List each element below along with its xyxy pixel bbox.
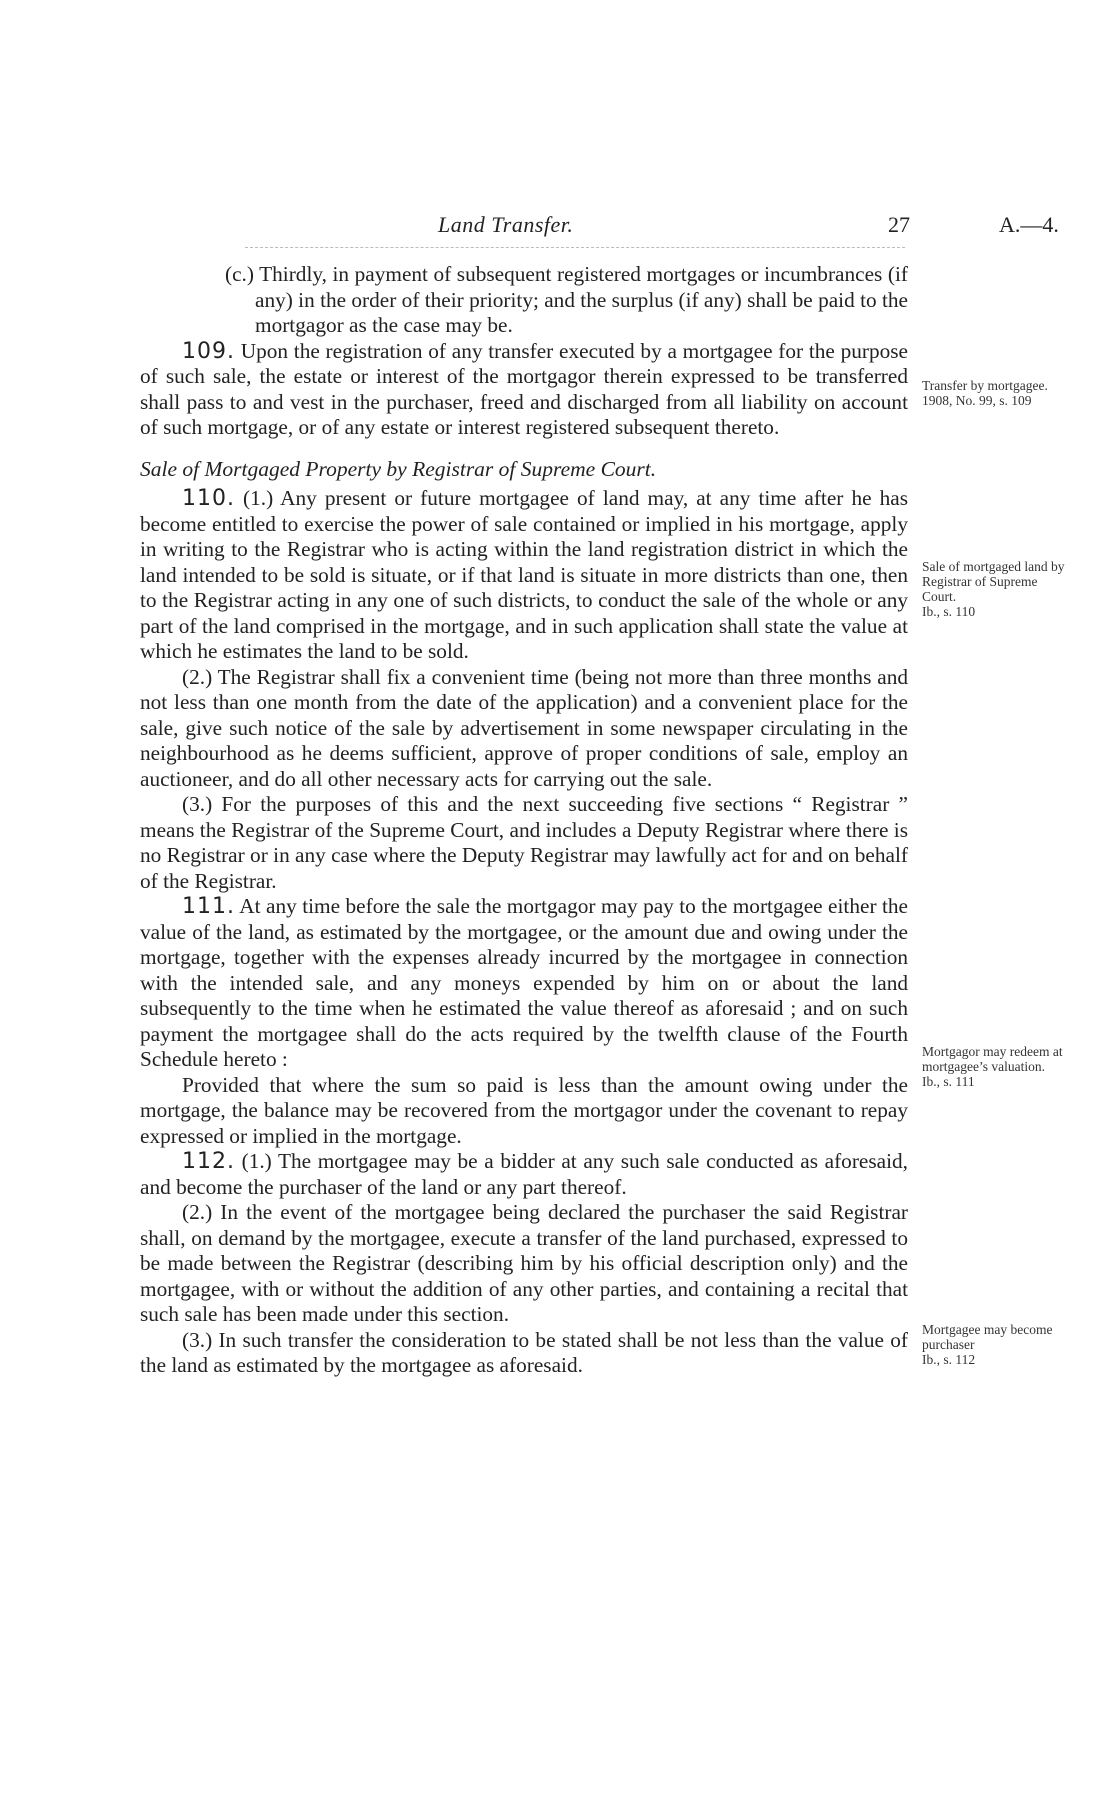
margin-note-ref: Ib., s. 111 bbox=[922, 1074, 975, 1089]
section-110-1 bbox=[140, 486, 908, 665]
section-110-2: (2.) The Registrar shall fix a convenient time (being not more than three months and not less than one month from the date of the application) and a convenient place for the sale, give such notice of the sale by advertisement in some newspaper circulating in the neighbourhood as he deems sufficient, approve of proper conditions of sale, employ an auctioneer, and do all other necessary acts for carrying out the sale. bbox=[140, 664, 908, 791]
document-reference: A.—4. bbox=[999, 212, 1059, 237]
body-text bbox=[140, 262, 908, 1379]
margin-note-title: Sale of mortgaged land by Registrar of Supreme Court. bbox=[922, 559, 1065, 604]
section-text: (1.) Any present or future mortgagee of land may, at any time after he has become entitled to exercise the power of sale contained or implied in his mortgage, apply in writing to the Registrar who is acting within the land registration district in which the land intended to be sold is situate, or if that land is situate in more districts than one, then to the Registrar acting in any one of such districts, to conduct the sale of the whole or any part of the land comprised in the mortgage, and in such application shall state the value at which he estimates the land to be sold. bbox=[140, 486, 908, 663]
section-heading: Sale of Mortgaged Property by Registrar of Supreme Court. bbox=[140, 456, 657, 481]
section-number: 110. bbox=[182, 486, 235, 511]
section-text: At any time before the sale the mortgagor may pay to the mortgagee either the value of the land, as estimated by the mortgagee, or the amount due and owing under the mortgage, together with the expenses already incurred by the mortgagee in connection with the intended sale, and any moneys expended by him on or about the land subsequently to the time when he estimated the value thereof as aforesaid ; and on such payment the mortgagee shall do the acts required by the twelfth clause of the Fourth Schedule hereto : bbox=[140, 894, 908, 1071]
margin-note-110 bbox=[922, 559, 1072, 619]
section-number: 109. bbox=[182, 338, 235, 364]
section-112-3: (3.) In such transfer the consideration to be stated shall be not less than the value of the land as estimated by the mortgagee as aforesaid. bbox=[140, 1327, 908, 1377]
page-number: 27 bbox=[888, 212, 910, 237]
margin-note-title: Mortgagee may become purchaser bbox=[922, 1322, 1053, 1352]
page-header bbox=[140, 212, 1080, 244]
margin-note-112 bbox=[922, 1322, 1072, 1367]
section-110-3: (3.) For the purposes of this and the next succeeding five sections “ Registrar ” means the Registrar of the Supreme Court, and includes a Deputy Registrar where there is no Registrar or in any case where the Deputy Registrar may lawfully act for and on behalf of the Registrar. bbox=[140, 792, 908, 893]
section-number: 112. bbox=[182, 1149, 235, 1174]
section-111-proviso: Provided that where the sum so paid is less than the amount owing under the mortgage, the balance may be recovered from the mortgagor under the covenant to repay expressed or implied in the mortgage. bbox=[140, 1072, 908, 1148]
section-111 bbox=[140, 894, 908, 1073]
section-text: (1.) The mortgagee may be a bidder at any such sale conducted as aforesaid, and become the purchaser of the land or any part thereof. bbox=[140, 1149, 908, 1199]
paragraph-c: (c.) Thirdly, in payment of subsequent registered mortgages or incumbrances (if any) in the order of their priority; and the surplus (if any) shall be paid to the mortgagor as the case may be. bbox=[225, 262, 908, 337]
margin-note-title: Transfer by mortgagee. bbox=[922, 378, 1048, 393]
margin-note-title: Mortgagor may redeem at mortgagee’s valuation. bbox=[922, 1044, 1063, 1074]
section-112-1 bbox=[140, 1149, 908, 1200]
margin-note-109 bbox=[922, 378, 1072, 408]
running-title: Land Transfer. bbox=[438, 212, 574, 237]
margin-note-ref: 1908, No. 99, s. 109 bbox=[922, 393, 1032, 408]
section-109 bbox=[140, 339, 908, 441]
section-112-2: (2.) In the event of the mortgagee being declared the purchaser the said Registrar shall, on demand by the mortgagee, execute a transfer of the land purchased, expressed to be made between the Registrar (describing him by his official description only) and the mortgagee, with or without the addition of any other parties, and containing a recital that such sale has been made under this section. bbox=[140, 1200, 908, 1326]
section-number: 111. bbox=[182, 894, 235, 919]
margin-note-111 bbox=[922, 1044, 1072, 1089]
margin-note-ref: Ib., s. 110 bbox=[922, 604, 976, 619]
header-rule bbox=[245, 247, 905, 248]
margin-note-ref: Ib., s. 112 bbox=[922, 1352, 976, 1367]
section-text: Upon the registration of any transfer executed by a mortgagee for the purpose of such sale, the estate or interest of the mortgagor therein expressed to be transferred shall pass to and vest in the purchaser, freed and discharged from all liability on account of such mortgage, or of any estate or interest registered subsequent thereto. bbox=[140, 338, 909, 439]
